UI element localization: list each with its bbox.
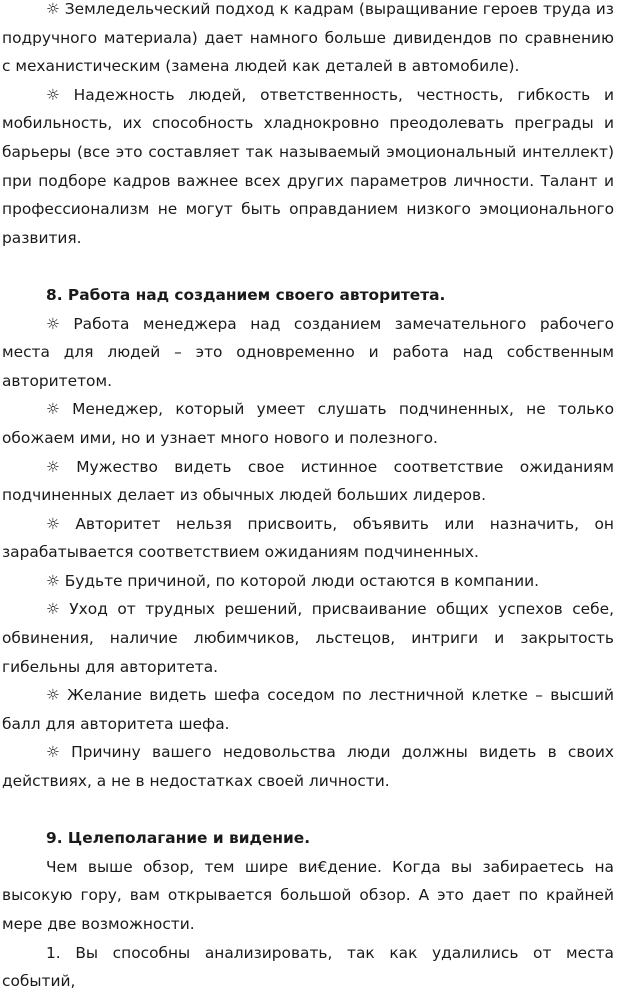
paragraph-agrarian-approach: ☼ Земледельческий подход к кадрам (выращивание героев труда из подручного материала) дает намного больше дивидендов по сравнению с механистическим (замена людей как деталей в автомобиле). [2,0,614,76]
paragraph-vision: Чем выше обзор, тем шире ви€дение. Когда вы забираетесь на высокую гору, вам открывается большой обзор. А это дает по крайней мере две возможности. [2,857,614,933]
spacer [2,796,614,825]
paragraph-avoidance: ☼ Уход от трудных решений, присваивание общих успехов себе, обвинения, наличие любимчиков, льстецов, интриги и закрытость гибельны для авторитета. [2,600,614,676]
paragraph-courage: ☼ Мужество видеть свое истинное соответствие ожиданиям подчиненных делает из обычных людей больших лидеров. [2,457,614,505]
paragraph-reliability: ☼ Надежность людей, ответственность, честность, гибкость и мобильность, их способность хладнокровно преодолевать преграды и барьеры (все это составляет так называемый эмоциональный интеллект) при подборе кадров важнее всех других параметров личности. Талант и профессионализм не могут быть оправданием низкого эмоционального развития. [2,85,614,247]
section-8-heading: 8. Работа над созданием своего авторитета. [46,285,446,304]
paragraph-workplace: ☼ Работа менеджера над созданием замечательного рабочего места для людей – это одновременно и работа над собственным авторитетом. [2,314,614,390]
spacer [2,252,614,281]
paragraph-neighbor: ☼ Желание видеть шефа соседом по лестничной клетке – высший балл для авторитета шефа. [2,686,614,733]
paragraph-list-item-1: 1. Вы способны анализировать, так как удалились от места событий, [2,943,614,991]
section-9-heading: 9. Целеполагание и видение. [46,829,311,848]
paragraph-be-reason: ☼ Будьте причиной, по которой люди остаются в компании. [46,571,540,590]
paragraph-authority: ☼ Авторитет нельзя присвоить, объявить или назначить, он зарабатывается соответствием ожиданиям подчиненных. [2,514,614,562]
paragraph-listening: ☼ Менеджер, который умеет слушать подчиненных, не только обожаем ими, но и узнает много нового и полезного. [2,400,614,447]
paragraph-dissatisfaction: ☼ Причину вашего недовольства люди должны видеть в своих действиях, а не в недостатках своей личности. [2,743,614,791]
